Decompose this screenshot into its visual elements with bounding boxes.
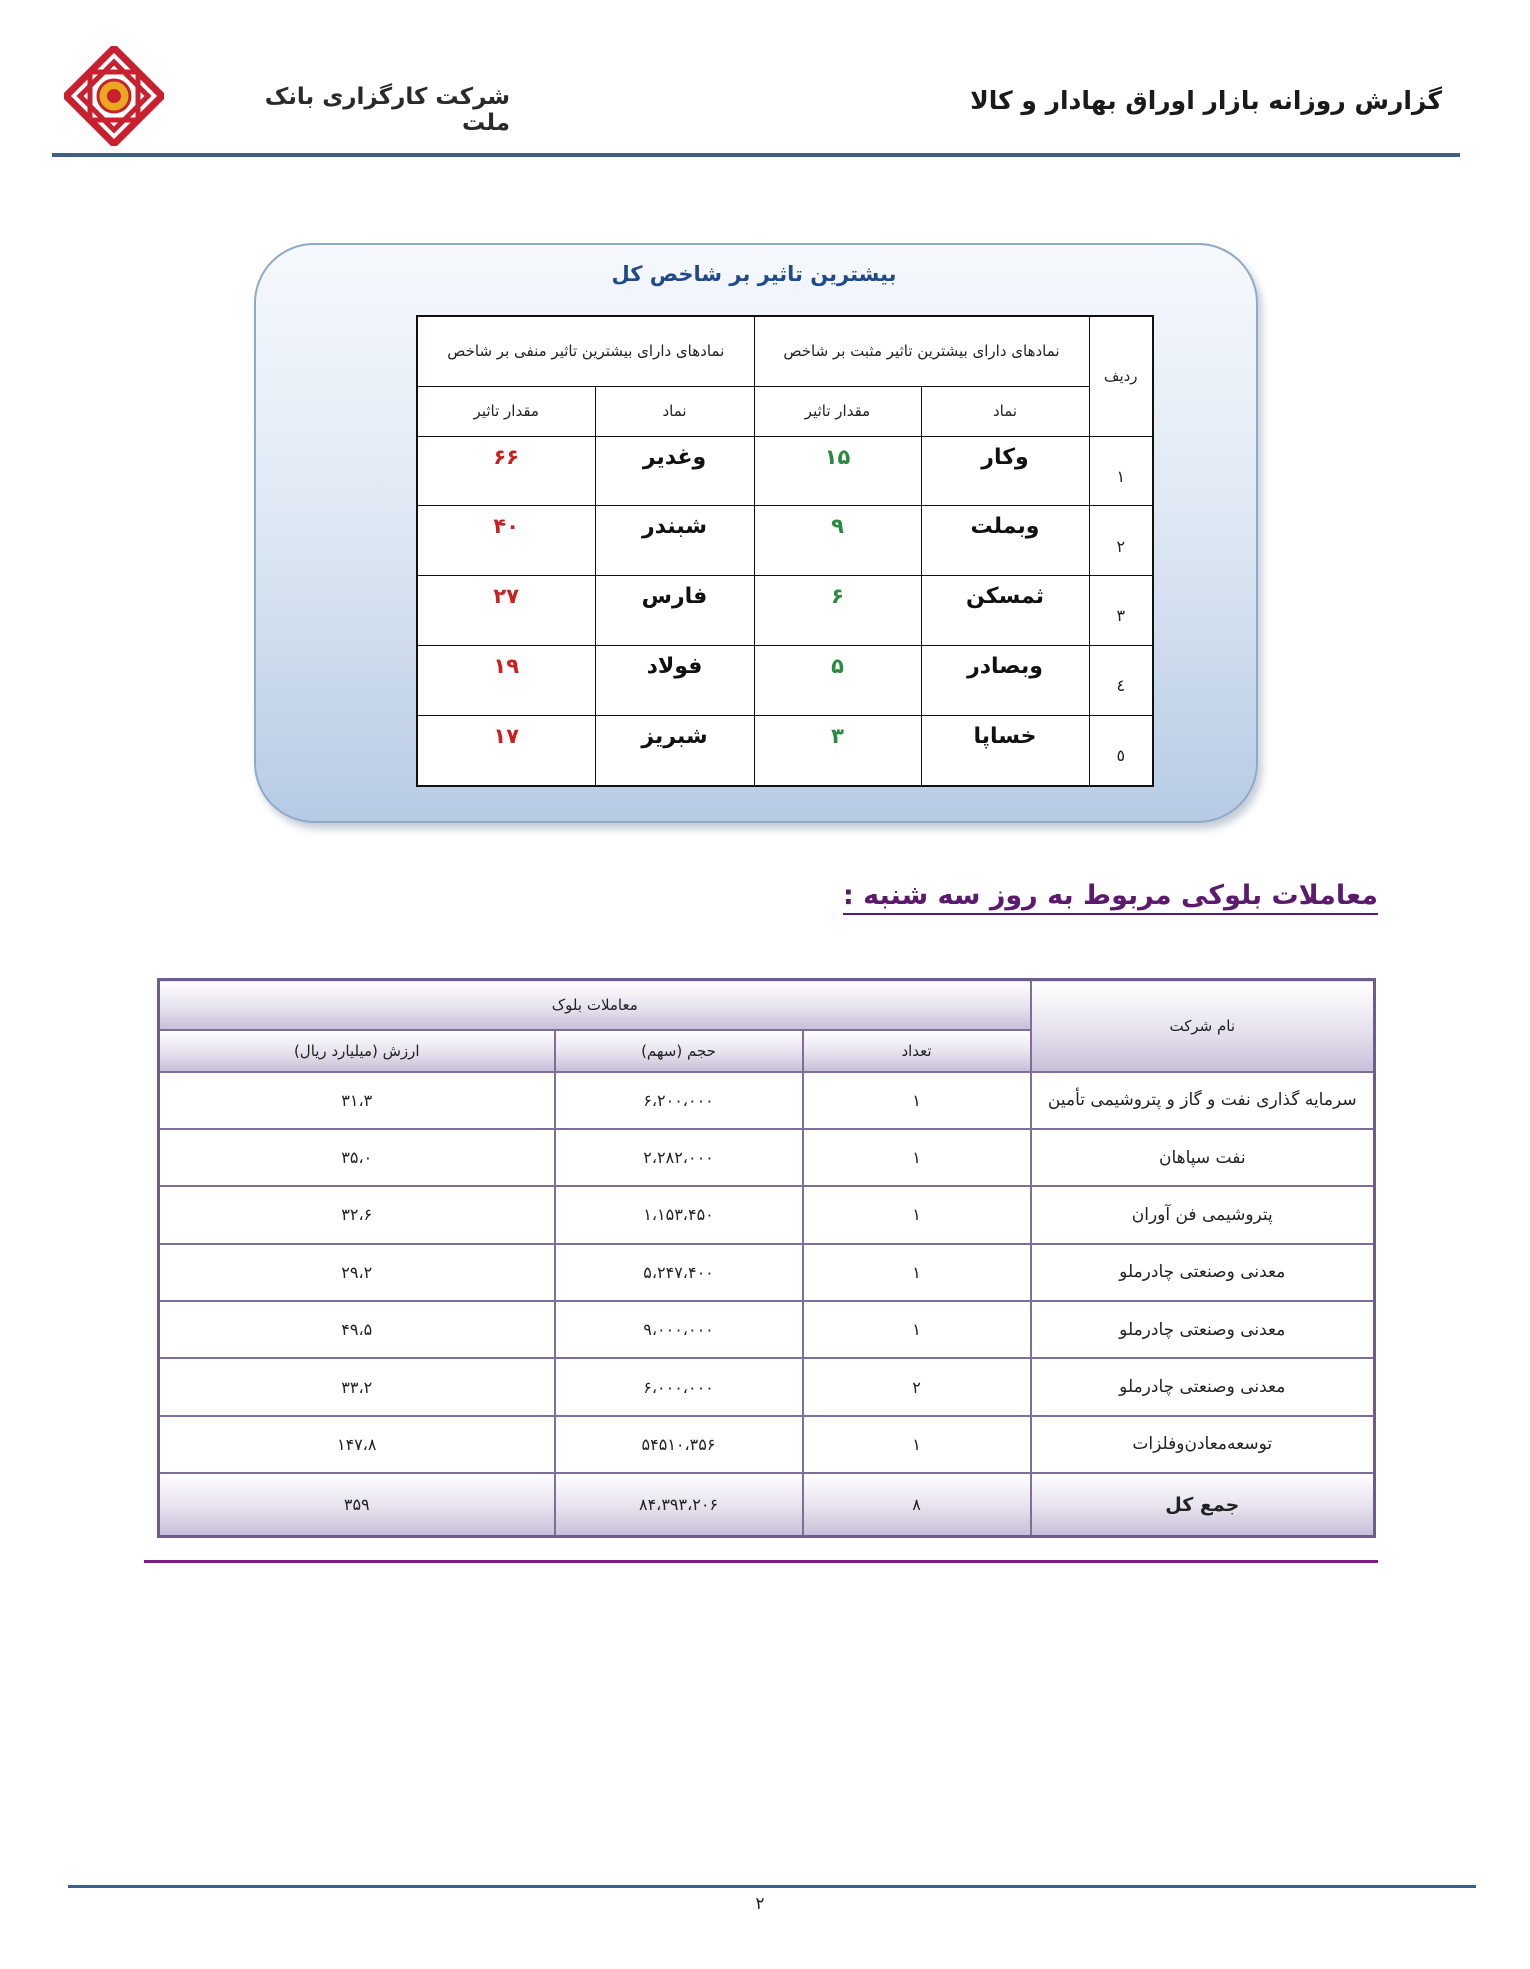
pos-amount: ۵: [754, 645, 921, 715]
neg-symbol: وغدیر: [595, 436, 754, 506]
company-name: شرکت کارگزاری بانک ملت: [264, 84, 510, 136]
header-pos-amount: مقدار تاثیر: [754, 386, 921, 436]
neg-amount: ۱۷: [417, 715, 595, 786]
pos-symbol: ثمسکن: [921, 576, 1089, 646]
pos-amount: ۳: [754, 715, 921, 786]
neg-symbol: شبندر: [595, 506, 754, 576]
table-row: [159, 1244, 1375, 1301]
table-row: [417, 645, 1153, 715]
count-cell: ۱: [803, 1416, 1031, 1473]
volume-cell: ۶،۰۰۰،۰۰۰: [555, 1358, 803, 1415]
row-number: ۳: [1089, 576, 1153, 646]
value-cell: ۳۲،۶: [159, 1186, 555, 1243]
header-count: تعداد: [803, 1030, 1031, 1072]
table-row: [159, 1301, 1375, 1358]
pos-symbol: وکار: [921, 436, 1089, 506]
table-row: [159, 1358, 1375, 1415]
count-cell: ۱: [803, 1186, 1031, 1243]
company-cell: سرمایه گذاری نفت و گاز و پتروشیمی تأمین: [1031, 1072, 1375, 1129]
total-volume: ۸۴،۳۹۳،۲۰۶: [555, 1473, 803, 1536]
company-cell: نفت سپاهان: [1031, 1129, 1375, 1186]
neg-amount: ۲۷: [417, 576, 595, 646]
total-value: ۳۵۹: [159, 1473, 555, 1536]
impact-table: [416, 315, 1154, 787]
neg-amount: ۶۶: [417, 436, 595, 506]
volume-cell: ۶،۲۰۰،۰۰۰: [555, 1072, 803, 1129]
table-row: [159, 1072, 1375, 1129]
pos-amount: ۶: [754, 576, 921, 646]
page-number: ۲: [755, 1894, 765, 1914]
volume-cell: ۱،۱۵۳،۴۵۰: [555, 1186, 803, 1243]
table-row: [159, 1129, 1375, 1186]
header-positive-group: نمادهای دارای بیشترین تاثیر مثبت بر شاخص: [754, 316, 1089, 386]
table-row: [417, 715, 1153, 786]
total-row: [159, 1473, 1375, 1536]
header-company: نام شرکت: [1031, 980, 1375, 1072]
volume-cell: ۵،۲۴۷،۴۰۰: [555, 1244, 803, 1301]
pos-symbol: وبملت: [921, 506, 1089, 576]
row-number: ۲: [1089, 506, 1153, 576]
table-row: [417, 576, 1153, 646]
company-cell: معدنی وصنعتی چادرملو: [1031, 1301, 1375, 1358]
pos-symbol: خساپا: [921, 715, 1089, 786]
count-cell: ۲: [803, 1358, 1031, 1415]
company-cell: معدنی وصنعتی چادرملو: [1031, 1244, 1375, 1301]
value-cell: ۲۹،۲: [159, 1244, 555, 1301]
table-row: [417, 436, 1153, 506]
pos-amount: ۱۵: [754, 436, 921, 506]
count-cell: ۱: [803, 1129, 1031, 1186]
neg-amount: ۴۰: [417, 506, 595, 576]
total-count: ۸: [803, 1473, 1031, 1536]
table-row: [417, 506, 1153, 576]
value-cell: ۱۴۷،۸: [159, 1416, 555, 1473]
bank-mellat-logo: [64, 46, 164, 146]
count-cell: ۱: [803, 1072, 1031, 1129]
impact-title: بیشترین تاثیر بر شاخص کل: [611, 262, 897, 286]
footer-divider: [68, 1885, 1476, 1888]
value-cell: ۳۵،۰: [159, 1129, 555, 1186]
count-cell: ۱: [803, 1244, 1031, 1301]
neg-symbol: فارس: [595, 576, 754, 646]
header-row-number: ردیف: [1089, 316, 1153, 436]
header-volume: حجم (سهم): [555, 1030, 803, 1072]
row-number: ٥: [1089, 715, 1153, 786]
header-divider: [52, 153, 1460, 157]
header-negative-group: نمادهای دارای بیشترین تاثیر منفی بر شاخص: [417, 316, 754, 386]
count-cell: ۱: [803, 1301, 1031, 1358]
block-trades-heading: معاملات بلوکی مربوط به روز سه شنبه :: [843, 880, 1378, 915]
header-pos-symbol: نماد: [921, 386, 1089, 436]
report-title: گزارش روزانه بازار اوراق بهادار و کالا: [970, 86, 1442, 115]
neg-symbol: شبریز: [595, 715, 754, 786]
company-cell: پتروشیمی فن آوران: [1031, 1186, 1375, 1243]
company-cell: توسعه‌معادن‌وفلزات: [1031, 1416, 1375, 1473]
header-neg-symbol: نماد: [595, 386, 754, 436]
row-number: ٤: [1089, 645, 1153, 715]
volume-cell: ۵۴۵۱۰،۳۵۶: [555, 1416, 803, 1473]
value-cell: ۳۱،۳: [159, 1072, 555, 1129]
header-neg-amount: مقدار تاثیر: [417, 386, 595, 436]
value-cell: ۴۹،۵: [159, 1301, 555, 1358]
neg-amount: ۱۹: [417, 645, 595, 715]
pos-symbol: وبصادر: [921, 645, 1089, 715]
section-divider: [144, 1560, 1378, 1563]
block-trades-table: [157, 978, 1376, 1538]
row-number: ۱: [1089, 436, 1153, 506]
value-cell: ۳۳،۲: [159, 1358, 555, 1415]
volume-cell: ۲،۲۸۲،۰۰۰: [555, 1129, 803, 1186]
header-block-group: معاملات بلوک: [159, 980, 1031, 1030]
company-cell: معدنی وصنعتی چادرملو: [1031, 1358, 1375, 1415]
header-value: ارزش (میلیارد ریال): [159, 1030, 555, 1072]
volume-cell: ۹،۰۰۰،۰۰۰: [555, 1301, 803, 1358]
neg-symbol: فولاد: [595, 645, 754, 715]
pos-amount: ۹: [754, 506, 921, 576]
table-row: [159, 1186, 1375, 1243]
total-label: جمع کل: [1031, 1473, 1375, 1536]
table-row: [159, 1416, 1375, 1473]
